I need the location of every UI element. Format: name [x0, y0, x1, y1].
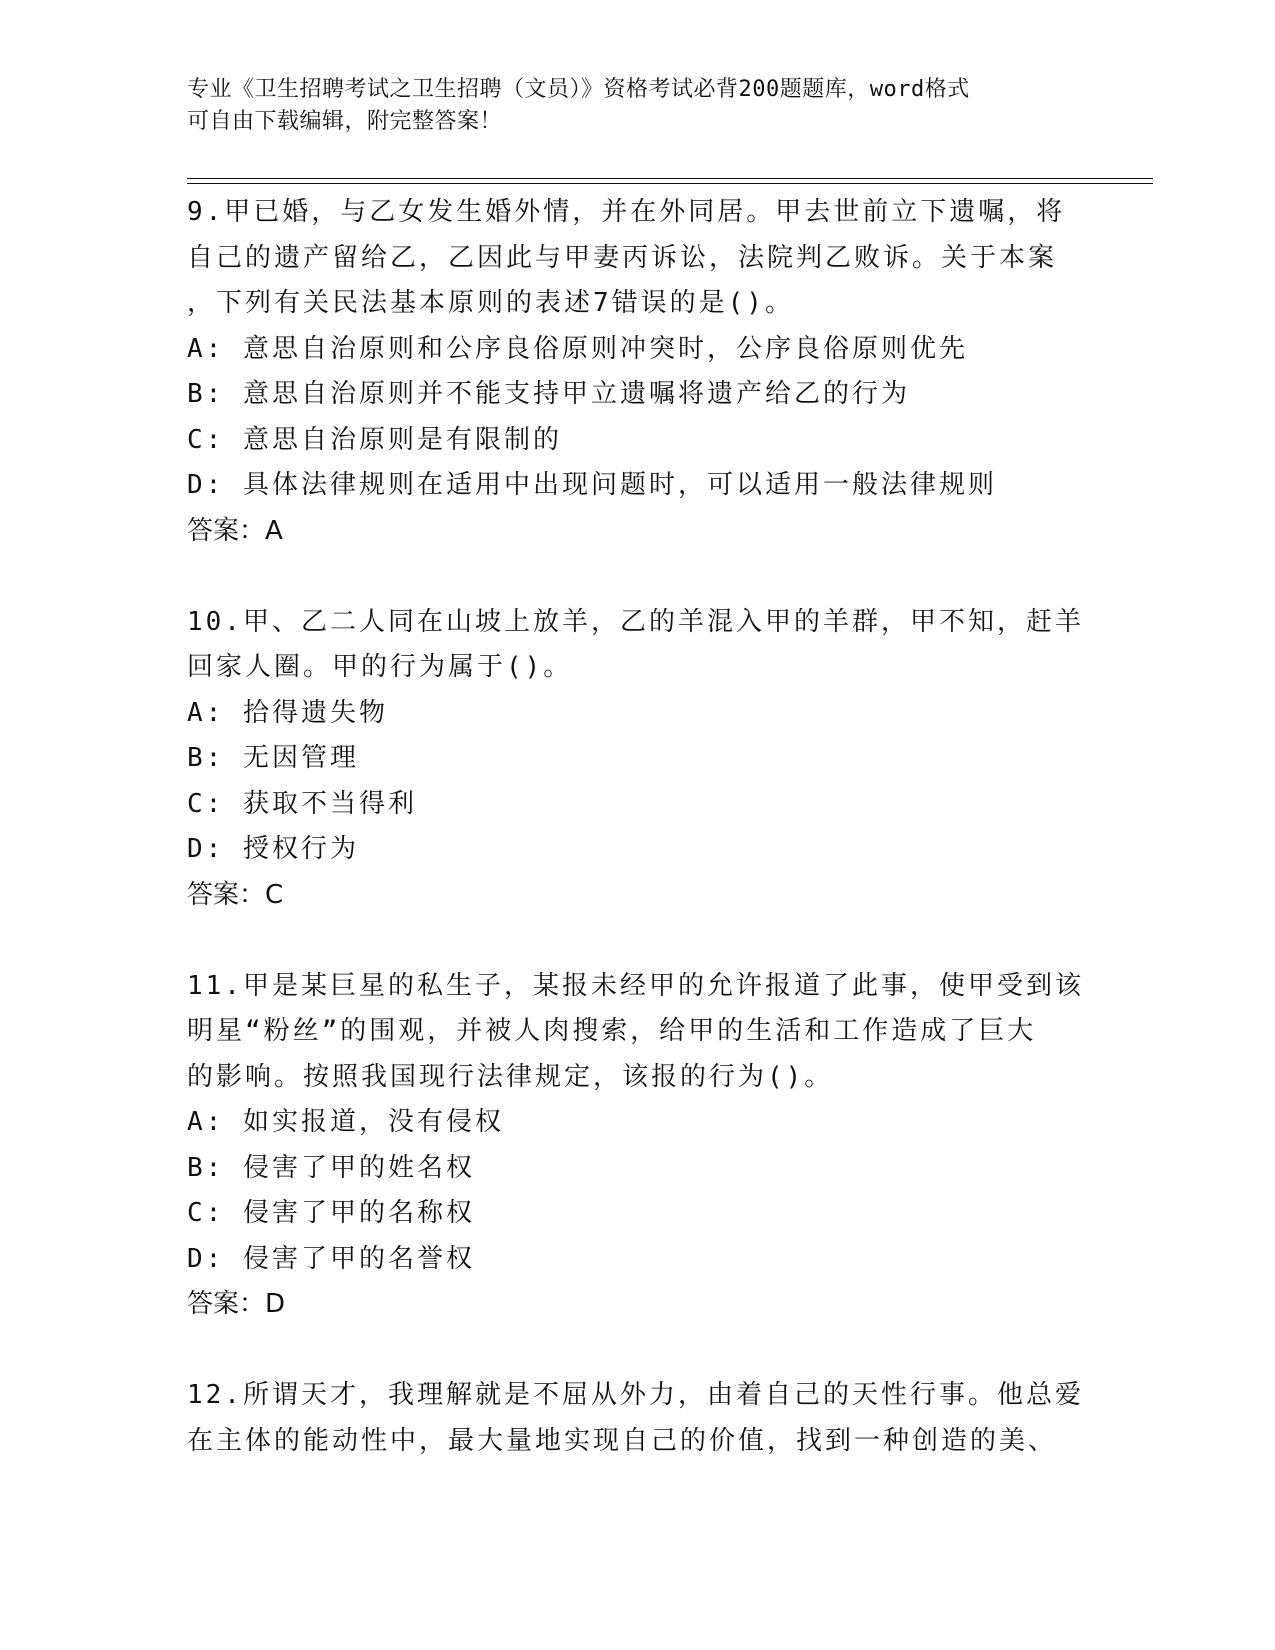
answer-label: 答案：A [187, 515, 283, 546]
answer-label: 答案：D [187, 1289, 286, 1319]
question-text-line: 10.甲、乙二人同在山坡上放羊，乙的羊混入甲的羊群，甲不知，赶羊 [187, 606, 1084, 637]
spacer [187, 918, 1087, 964]
header-divider-bottom [187, 183, 1153, 184]
header-line-1: 专业《卫生招聘考试之卫生招聘（文员）》资格考试必背200题题库，word格式 [187, 77, 970, 102]
spacer [187, 554, 1087, 600]
question-text-line: 9.甲已婚，与乙女发生婚外情，并在外同居。甲去世前立下遗嘱，将 [187, 197, 1066, 227]
question-text-line: 12.所谓天才，我理解就是不屈从外力，由着自己的天性行事。他总爱 [187, 1380, 1084, 1410]
header-line-2: 可自由下载编辑，附完整答案！ [187, 109, 503, 134]
question-text-line: 明星“粉丝”的围观，并被人肉搜索，给甲的生活和工作造成了巨大 [187, 1016, 1037, 1046]
question-12 [187, 1373, 1087, 1464]
question-text-line: 11.甲是某巨星的私生子，某报未经甲的允许报道了此事，使甲受到该 [187, 970, 1084, 1001]
answer-label: 答案：C [187, 879, 284, 910]
option-a: A: 拾得遗失物 [187, 697, 388, 728]
question-11 [187, 964, 1087, 1328]
option-c: C: 获取不当得利 [187, 788, 417, 819]
question-text-line: ，下列有关民法基本原则的表述7错误的是()。 [187, 288, 794, 318]
option-d: D: 授权行为 [187, 834, 359, 864]
question-text-line: 的影响。按照我国现行法律规定，该报的行为()。 [187, 1061, 834, 1092]
question-list [187, 190, 1087, 1464]
document-header [187, 74, 1067, 138]
question-text-line: 在主体的能动性中，最大量地实现自己的价值，找到一种创造的美、 [187, 1425, 1058, 1456]
question-9 [187, 190, 1087, 554]
question-10 [187, 600, 1087, 919]
spacer [187, 1328, 1087, 1374]
question-text-line: 自己的遗产留给乙，乙因此与甲妻丙诉讼，法院判乙败诉。关于本案 [187, 242, 1058, 273]
header-divider-top [187, 178, 1153, 179]
option-d: D: 具体法律规则在适用中出现问题时，可以适用一般法律规则 [187, 470, 997, 500]
option-a: A: 如实报道，没有侵权 [187, 1107, 504, 1137]
option-b: B: 侵害了甲的姓名权 [187, 1152, 475, 1183]
option-b: B: 无因管理 [187, 743, 359, 773]
option-d: D: 侵害了甲的名誉权 [187, 1243, 475, 1274]
option-b: B: 意思自治原则并不能支持甲立遗嘱将遗产给乙的行为 [187, 379, 910, 409]
option-c: C: 侵害了甲的名称权 [187, 1198, 475, 1228]
option-c: C: 意思自治原则是有限制的 [187, 424, 562, 455]
question-text-line: 回家人圈。甲的行为属于()。 [187, 652, 573, 682]
option-a: A: 意思自治原则和公序良俗原则冲突时，公序良俗原则优先 [187, 333, 968, 364]
